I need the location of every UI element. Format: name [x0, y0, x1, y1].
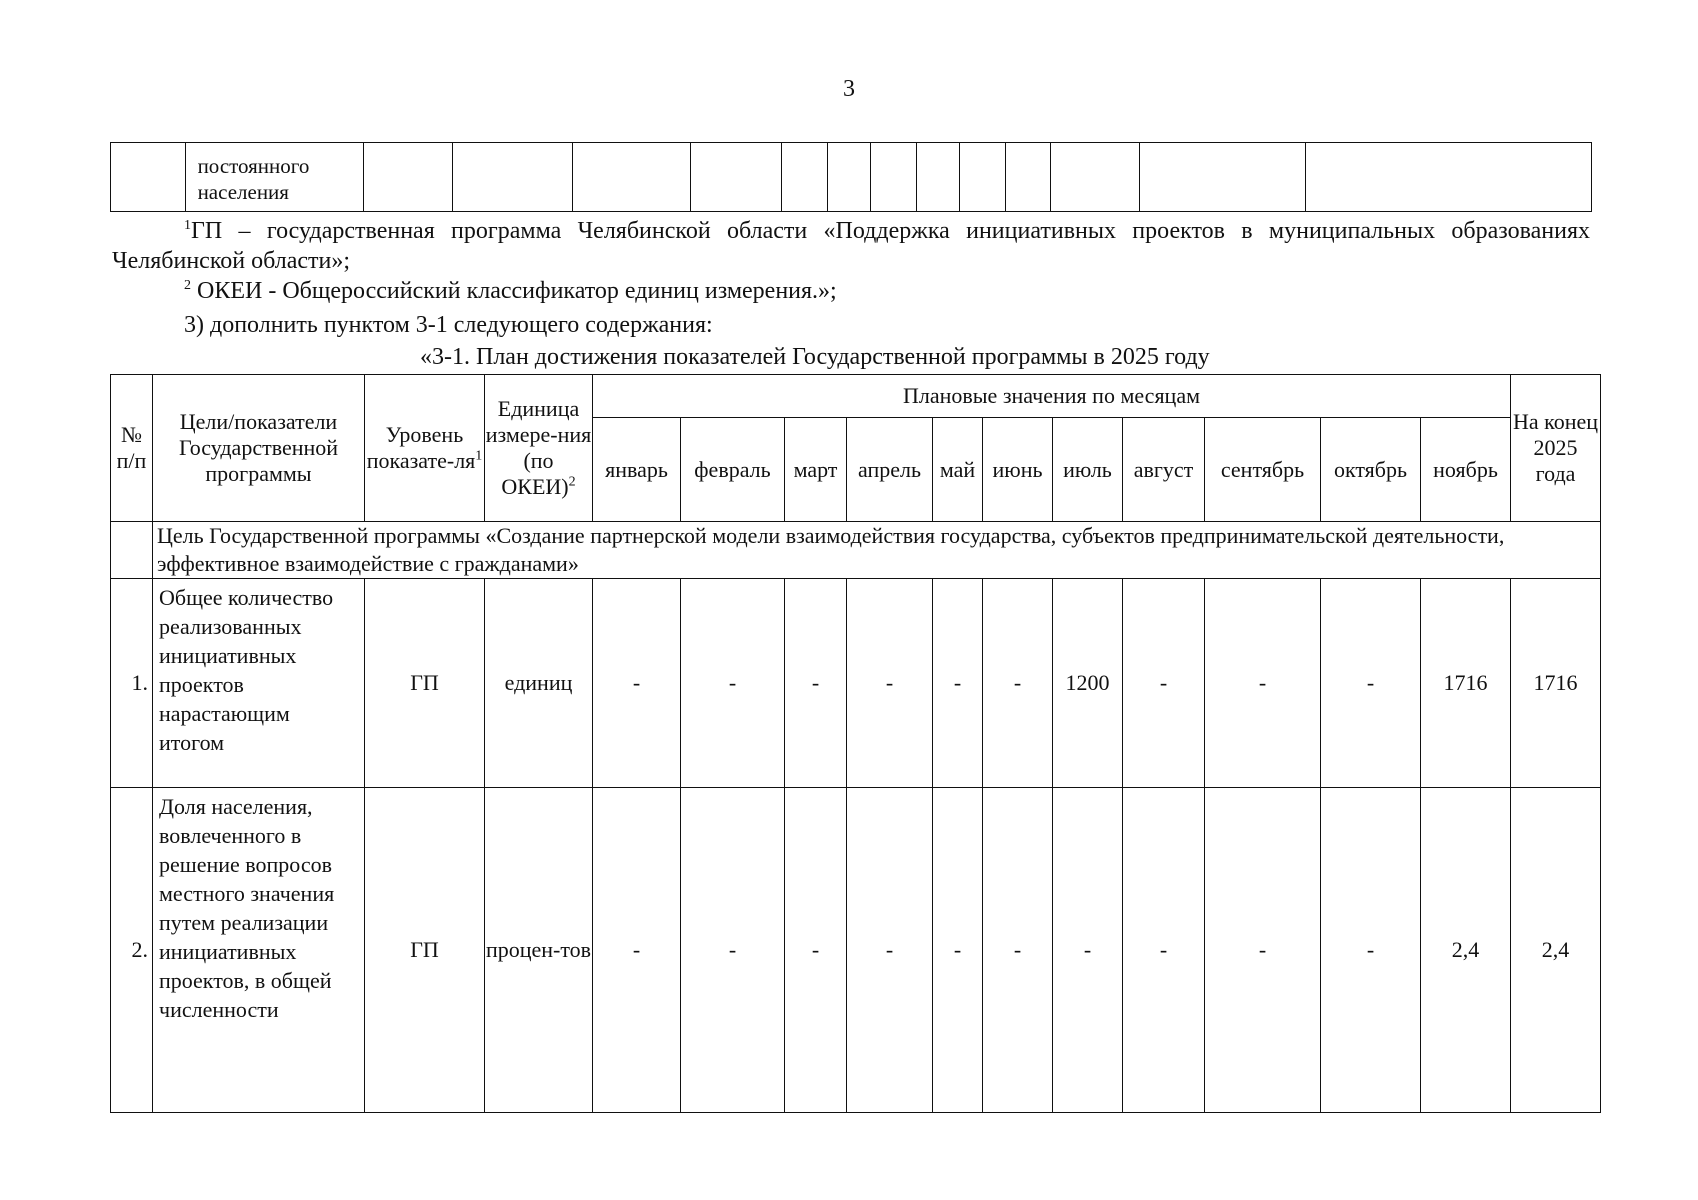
row-year-end: 1716 [1511, 579, 1601, 788]
header-level-text: Уровень показате-ля [366, 422, 476, 473]
header-month-apr: апрель [847, 418, 933, 522]
row-unit: процен-тов [485, 788, 593, 1113]
row-value-jun: - [983, 579, 1053, 788]
row-value-nov: 2,4 [1421, 788, 1511, 1113]
header-unit-text: Единица измере-ния (по ОКЕИ) [485, 396, 592, 499]
header-planned: Плановые значения по месяцам [593, 375, 1511, 418]
header-month-jun: июнь [983, 418, 1053, 522]
header-month-jul: июль [1053, 418, 1123, 522]
header-month-jan: январь [593, 418, 681, 522]
row-value-sep: - [1205, 579, 1321, 788]
header-month-mar: март [785, 418, 847, 522]
row-value-jan: - [593, 788, 681, 1113]
continuation-table [110, 142, 1592, 212]
item-3-text: 3) дополнить пунктом 3-1 следующего содержания: [184, 312, 713, 338]
goal-row-text: Цель Государственной программы «Создание партнерской модели взаимодействия государства, субъектов предпринимательской деятельности, эффективное взаимодействие с гражданами» [153, 522, 1601, 579]
row-year-end: 2,4 [1511, 788, 1601, 1113]
row-level: ГП [365, 579, 485, 788]
row-value-mar: - [785, 788, 847, 1113]
header-unit-sup: 2 [568, 474, 576, 490]
row-value-jan: - [593, 579, 681, 788]
footnote-2 [112, 276, 1590, 306]
header-num: № п/п [111, 375, 153, 522]
header-unit [485, 375, 593, 522]
row-value-aug: - [1123, 579, 1205, 788]
header-month-aug: август [1123, 418, 1205, 522]
row-value-jul: 1200 [1053, 579, 1123, 788]
header-level-sup: 1 [475, 448, 483, 464]
table-caption: «3-1. План достижения показателей Государственной программы в 2025 году [420, 344, 1210, 370]
row-num: 2. [111, 788, 153, 1113]
goal-row-num [111, 522, 153, 579]
footnote-1-text: ГП – государственная программа Челябинской области «Поддержка инициативных проектов в муниципальных образованиях Челябинской области»; [112, 218, 1590, 274]
plan-table [110, 374, 1601, 1113]
row-value-nov: 1716 [1421, 579, 1511, 788]
footnote-2-mark: 2 [184, 278, 191, 293]
row-value-apr: - [847, 579, 933, 788]
row-value-feb: - [681, 579, 785, 788]
header-month-may: май [933, 418, 983, 522]
row-value-mar: - [785, 579, 847, 788]
table-row [111, 788, 1601, 1113]
row-value-jun: - [983, 788, 1053, 1113]
header-goals: Цели/показатели Государственной программы [153, 375, 365, 522]
header-year-end: На конец 2025 года [1511, 375, 1601, 522]
cont-cell-num [111, 143, 186, 212]
header-month-oct: октябрь [1321, 418, 1421, 522]
header-month-sep: сентябрь [1205, 418, 1321, 522]
row-value-feb: - [681, 788, 785, 1113]
row-value-aug: - [1123, 788, 1205, 1113]
header-level [365, 375, 485, 522]
footnote-1-mark: 1 [184, 218, 191, 233]
row-level: ГП [365, 788, 485, 1113]
header-month-nov: ноябрь [1421, 418, 1511, 522]
page-number: 3 [843, 76, 855, 102]
row-name: Доля населения, вовлеченного в решение вопросов местного значения путем реализации инициативных проектов, в общей численности [153, 788, 365, 1113]
header-month-feb: февраль [681, 418, 785, 522]
row-unit: единиц [485, 579, 593, 788]
row-name: Общее количество реализованных инициативных проектов нарастающим итогом [153, 579, 365, 788]
cont-cell-text: постоянного населения [185, 143, 363, 212]
row-value-may: - [933, 788, 983, 1113]
footnote-2-text: ОКЕИ - Общероссийский классификатор единиц измерения.»; [191, 278, 837, 304]
row-value-jul: - [1053, 788, 1123, 1113]
row-value-sep: - [1205, 788, 1321, 1113]
footnote-1 [112, 216, 1590, 276]
row-value-oct: - [1321, 579, 1421, 788]
row-value-may: - [933, 579, 983, 788]
row-num: 1. [111, 579, 153, 788]
table-row [111, 579, 1601, 788]
row-value-apr: - [847, 788, 933, 1113]
row-value-oct: - [1321, 788, 1421, 1113]
